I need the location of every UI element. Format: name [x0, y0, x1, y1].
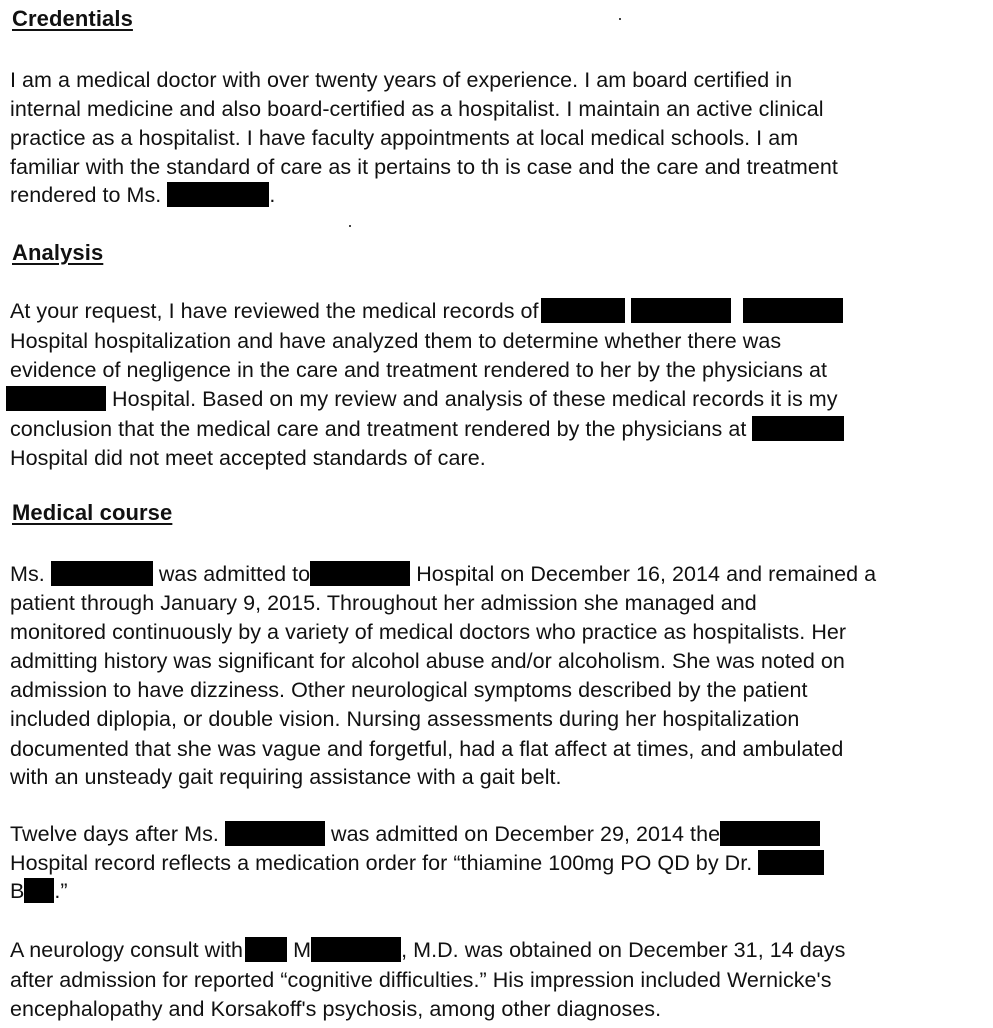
course-p1-line-3: monitored continuously by a variety of medical doctors who practice as hospitalists. Her — [10, 620, 847, 644]
medical-course-heading: Medical course — [12, 500, 173, 525]
credentials-line-3: practice as a hospitalist. I have faculty appointments at local medical schools. I am — [10, 126, 799, 150]
course-p2-line-1-b: was admitted on December 29, 2014 the — [331, 822, 721, 846]
course-p2-line-1 — [10, 820, 820, 849]
redaction-block — [720, 821, 820, 846]
analysis-line-4 — [10, 385, 838, 414]
analysis-line-1-text: At your request, I have reviewed the medical records of — [10, 299, 539, 323]
course-p3-line-3: encephalopathy and Korsakoff's psychosis, among other diagnoses. — [10, 997, 662, 1021]
analysis-line-1 — [10, 297, 843, 326]
credentials-line-5 — [10, 181, 275, 210]
course-p3-line-1-c: , M.D. was obtained on December 31, 14 days — [401, 938, 846, 962]
redaction-block — [24, 878, 54, 903]
credentials-line-5-end: . — [269, 183, 276, 207]
redaction-block — [51, 561, 153, 586]
analysis-line-5 — [10, 415, 844, 444]
credentials-line-5-text: rendered to Ms. — [10, 183, 162, 207]
analysis-heading: Analysis — [12, 240, 104, 265]
course-p1-line-1 — [10, 560, 876, 589]
course-p3-line-1-b: M — [293, 938, 312, 962]
analysis-line-2: Hospital hospitalization and have analyzed them to determine whether there was — [10, 329, 782, 353]
course-p1-line-1-c: Hospital on December 16, 2014 and remained a — [416, 562, 877, 586]
redaction-block — [758, 850, 824, 875]
redaction-block — [743, 298, 843, 323]
credentials-line-2: internal medicine and also board-certified as a hospitalist. I maintain an active clinical — [10, 97, 824, 121]
analysis-line-6: Hospital did not meet accepted standards of care. — [10, 446, 486, 470]
analysis-line-4-text: Hospital. Based on my review and analysis of these medical records it is my — [112, 387, 838, 411]
redaction-block — [310, 561, 410, 586]
course-p1-line-6: included diplopia, or double vision. Nursing assessments during her hospitalization — [10, 707, 800, 731]
course-p1-line-5: admission to have dizziness. Other neurological symptoms described by the patient — [10, 678, 808, 702]
course-p2-line-3 — [10, 877, 68, 906]
course-p2-line-1-a: Twelve days after Ms. — [10, 822, 219, 846]
redaction-block — [6, 386, 106, 411]
credentials-heading: Credentials — [12, 6, 133, 31]
course-p1-line-1-a: Ms. — [10, 562, 45, 586]
course-p3-line-2: after admission for reported “cognitive difficulties.” His impression included Wernicke's — [10, 968, 832, 992]
redaction-block — [631, 298, 731, 323]
redaction-block — [752, 416, 844, 441]
course-p3-line-1 — [10, 936, 845, 965]
course-p2-line-3-a: B — [10, 879, 25, 903]
scan-speck — [349, 225, 351, 227]
redaction-block — [541, 298, 625, 323]
credentials-line-4: familiar with the standard of care as it pertains to th is case and the care and treatment — [10, 155, 838, 179]
course-p1-line-2: patient through January 9, 2015. Throughout her admission she managed and — [10, 591, 757, 615]
course-p2-line-2-text: Hospital record reflects a medication order for “thiamine 100mg PO QD by Dr. — [10, 851, 753, 875]
analysis-line-5-text: conclusion that the medical care and treatment rendered by the physicians at — [10, 417, 747, 441]
course-p1-line-7: documented that she was vague and forgetful, had a flat affect at times, and ambulated — [10, 737, 844, 761]
redaction-block — [311, 937, 401, 962]
scan-speck — [619, 18, 621, 20]
redaction-block — [167, 182, 269, 207]
course-p3-line-1-a: A neurology consult with — [10, 938, 244, 962]
course-p1-line-4: admitting history was significant for alcohol abuse and/or alcoholism. She was noted on — [10, 649, 845, 673]
analysis-line-3: evidence of negligence in the care and treatment rendered to her by the physicians at — [10, 358, 827, 382]
credentials-line-1: I am a medical doctor with over twenty years of experience. I am board certified in — [10, 68, 793, 92]
course-p2-line-2 — [10, 849, 824, 878]
redaction-block — [245, 937, 287, 962]
redaction-block — [225, 821, 325, 846]
course-p2-line-3-b: .” — [54, 879, 68, 903]
course-p1-line-8: with an unsteady gait requiring assistance with a gait belt. — [10, 765, 562, 789]
course-p1-line-1-b: was admitted to — [158, 562, 311, 586]
